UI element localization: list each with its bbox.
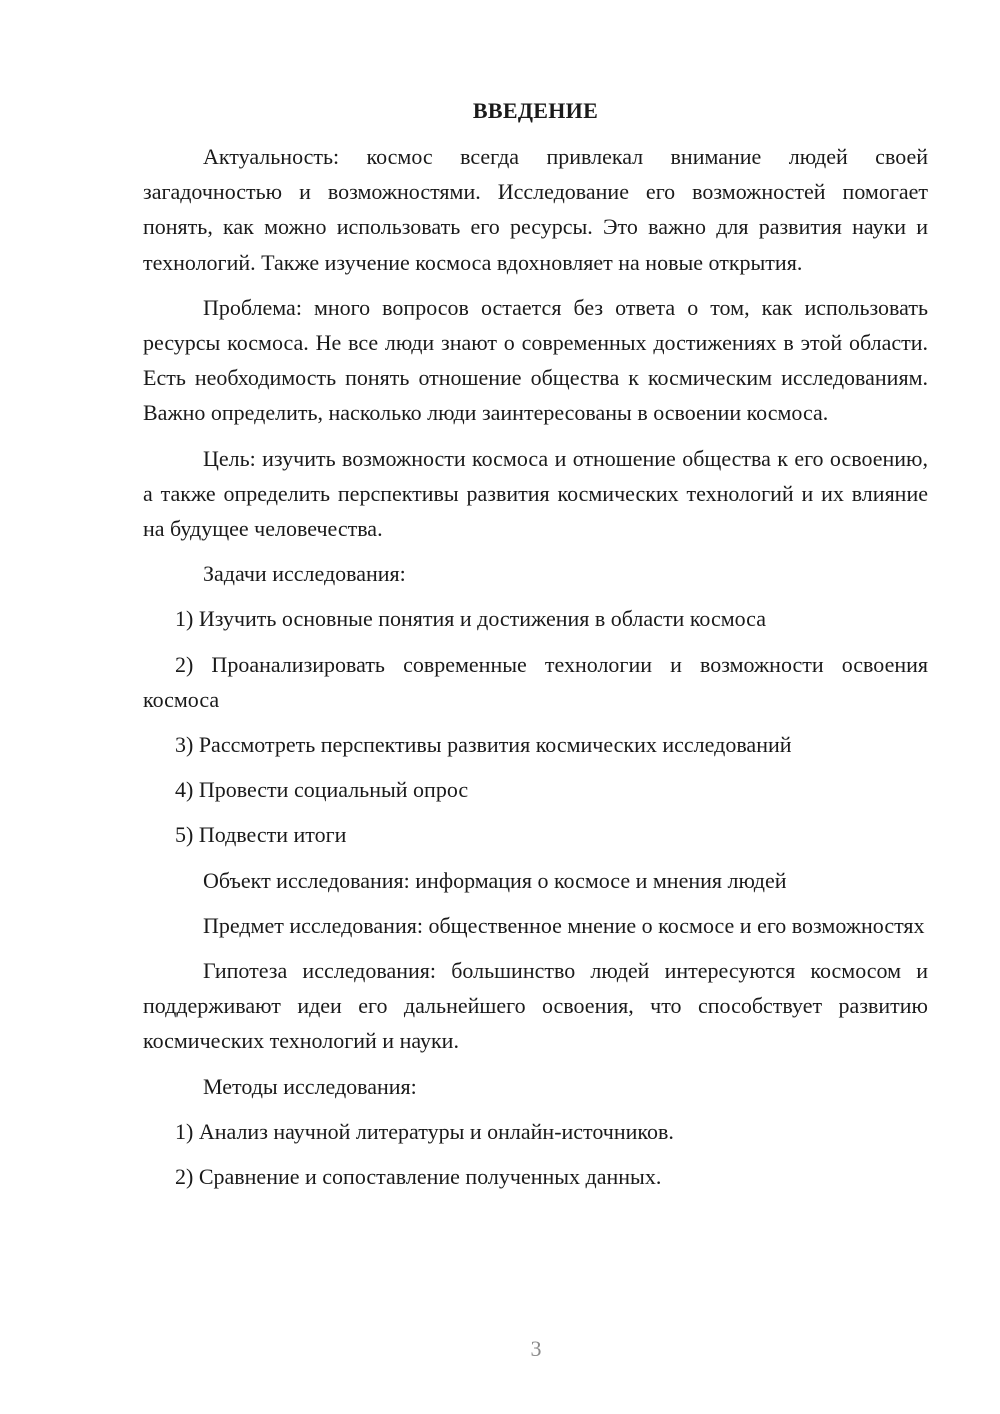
method-item: 2) Сравнение и сопоставление полученных данных.: [175, 1164, 662, 1190]
task-item: 3) Рассмотреть перспективы развития космических исследований: [175, 732, 792, 758]
page-number: 3: [530, 1336, 542, 1361]
page-content: [143, 96, 928, 1204]
method-item: 1) Анализ научной литературы и онлайн-источников.: [175, 1118, 674, 1144]
task-item: 4) Провести социальный опрос: [175, 777, 469, 803]
task-item: 1) Изучить основные понятия и достижения в области космоса: [175, 606, 766, 632]
subject-paragraph: Предмет исследования: общественное мнение о космосе и его возможностях: [203, 912, 925, 938]
goal-paragraph: Цель: изучить возможности космоса и отношение общества к его освоению, а также определить перспективы развития космических технологий и их влияние на будущее человечества.: [143, 445, 928, 542]
problem-paragraph: Проблема: много вопросов остается без ответа о том, как использовать ресурсы космоса. Не все люди знают о современных достижениях в этой области. Есть необходимость понять отношение общества к космическим исследованиям. Важно определить, насколько люди заинтересованы в освоении космоса.: [143, 294, 928, 426]
relevance-paragraph: Актуальность: космос всегда привлекал внимание людей своей загадочностью и возможностями. Исследование его возможностей помогает понять, как можно использовать его ресурсы. Это важно для развития науки и технологий. Также изучение космоса вдохновляет на новые открытия.: [143, 144, 928, 275]
section-title: ВВЕДЕНИЕ: [472, 98, 599, 123]
object-paragraph: Объект исследования: информация о космосе и мнения людей: [203, 867, 787, 893]
hypothesis-paragraph: Гипотеза исследования: большинство людей интересуются космосом и поддерживают идеи его дальнейшего освоения, что способствует развитию космических технологий и науки.: [143, 958, 928, 1054]
task-item: 2) Проанализировать современные технологии и возможности освоения космоса: [143, 651, 928, 712]
task-item: 5) Подвести итоги: [175, 822, 347, 848]
tasks-heading: Задачи исследования:: [203, 561, 406, 587]
methods-heading: Методы исследования:: [203, 1073, 417, 1099]
